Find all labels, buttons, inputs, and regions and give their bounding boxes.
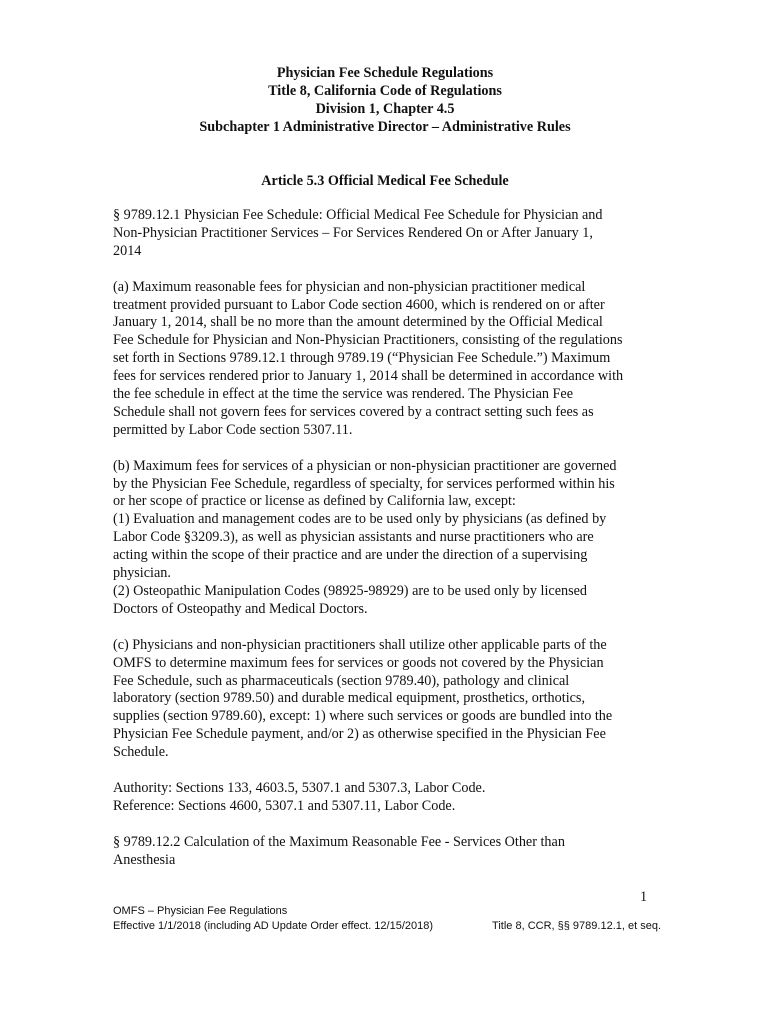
text-line: (2) Osteopathic Manipulation Codes (98925-98929) are to be used only by licensed — [113, 583, 587, 599]
text-line: physician. — [113, 565, 171, 582]
text-line: permitted by Labor Code section 5307.11. — [113, 421, 353, 438]
document-body — [113, 207, 661, 887]
text-line: the fee schedule in effect at the time the service was rendered. The Physician Fee — [113, 386, 573, 403]
header-line: Division 1, Chapter 4.5 — [315, 101, 455, 117]
text-line: treatment provided pursuant to Labor Code section 4600, which is rendered on or after — [113, 296, 605, 313]
text-line: (b) Maximum fees for services of a physician or non-physician practitioner are governed — [113, 457, 617, 474]
text-line: laboratory (section 9789.50) and durable medical equipment, prosthetics, orthotics, — [113, 690, 585, 707]
text-line: by the Physician Fee Schedule, regardless of specialty, for services performed within his — [113, 475, 615, 492]
document-header — [0, 64, 770, 136]
page-number: 1 — [640, 889, 648, 905]
text-line: § 9789.12.2 Calculation of the Maximum Reasonable Fee - Services Other than — [113, 833, 565, 850]
text-line: or her scope of practice or license as defined by California law, except: — [113, 493, 516, 510]
section-heading-9789-12-1 — [113, 207, 661, 261]
text-line: Schedule. — [113, 744, 169, 761]
reference-line: Reference: Sections 4600, 5307.1 and 5307.11, Labor Code. — [113, 797, 456, 814]
text-line: (a) Maximum reasonable fees for physician and non-physician practitioner medical — [113, 278, 586, 295]
paragraph-c — [113, 637, 661, 762]
text-line: (c) Physicians and non-physician practitioners shall utilize other applicable parts of the — [113, 636, 607, 653]
footer-effective-date: Effective 1/1/2018 (including AD Update Order effect. 12/15/2018) — [113, 920, 434, 932]
text-line: Labor Code §3209.3), as well as physician assistants and nurse practitioners who are — [113, 529, 594, 546]
text-line: Schedule shall not govern fees for services covered by a contract setting such fees as — [113, 403, 594, 420]
text-line: Anesthesia — [113, 851, 176, 868]
text-line: Physician Fee Schedule payment, and/or 2) as otherwise specified in the Physician Fee — [113, 726, 606, 743]
text-line: OMFS to determine maximum fees for services or goods not covered by the Physician — [113, 654, 604, 671]
authority-line: Authority: Sections 133, 4603.5, 5307.1 and 5307.3, Labor Code. — [113, 779, 486, 796]
footer-title: OMFS – Physician Fee Regulations — [113, 905, 288, 917]
text-line: (1) Evaluation and management codes are to be used only by physicians (as defined by — [113, 511, 607, 528]
page-footer — [113, 904, 661, 934]
text-line: acting within the scope of their practice and are under the direction of a supervising — [113, 547, 588, 564]
header-line: Subchapter 1 Administrative Director – Administrative Rules — [199, 119, 571, 135]
header-line: Title 8, California Code of Regulations — [268, 83, 502, 99]
paragraph-a — [113, 279, 661, 440]
article-title: Article 5.3 Official Medical Fee Schedule — [261, 173, 509, 189]
text-line: Fee Schedule for Physician and Non-Physician Practitioners, consisting of the regulations — [113, 332, 623, 349]
section-heading-9789-12-2 — [113, 834, 661, 870]
text-line: supplies (section 9789.60), except: 1) where such services or goods are bundled into the — [113, 708, 613, 725]
footer-citation: Title 8, CCR, §§ 9789.12.1, et seq. — [492, 920, 661, 932]
text-line: January 1, 2014, shall be no more than the amount determined by the Official Medical — [113, 314, 603, 331]
text-line: Fee Schedule, such as pharmaceuticals (section 9789.40), pathology and clinical — [113, 672, 570, 689]
paragraph-b — [113, 458, 661, 619]
text-line: 2014 — [113, 242, 142, 259]
header-line: Physician Fee Schedule Regulations — [276, 65, 494, 81]
text-line: Doctors of Osteopathy and Medical Doctors. — [113, 600, 368, 617]
text-line: Non-Physician Practitioner Services – For Services Rendered On or After January 1, — [113, 224, 593, 241]
authority-reference — [113, 780, 661, 816]
text-line: set forth in Sections 9789.12.1 through 9789.19 (“Physician Fee Schedule.”) Maximum — [113, 350, 611, 367]
text-line: § 9789.12.1 Physician Fee Schedule: Official Medical Fee Schedule for Physician and — [113, 207, 603, 223]
text-line: fees for services rendered prior to January 1, 2014 shall be determined in accordance with — [113, 368, 624, 385]
